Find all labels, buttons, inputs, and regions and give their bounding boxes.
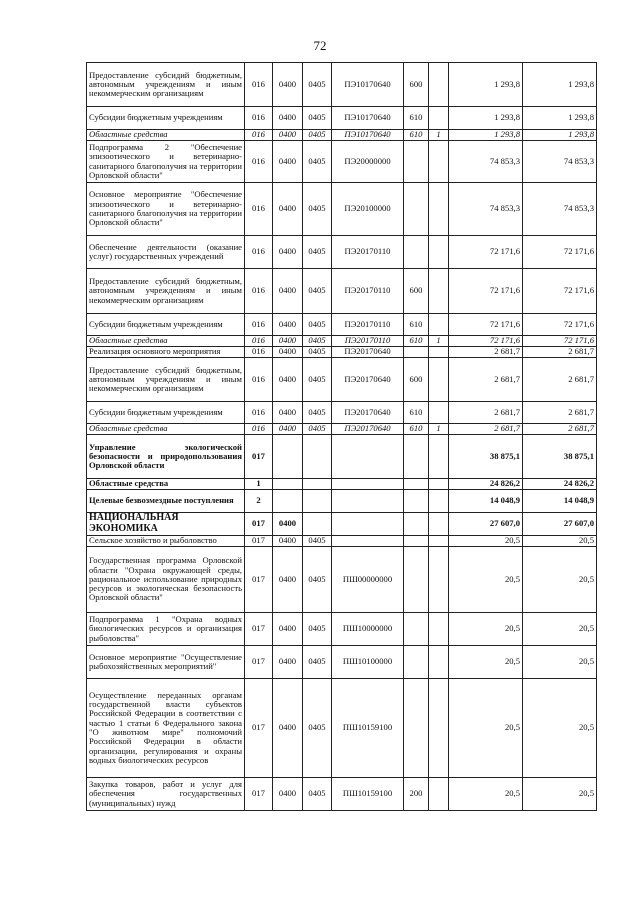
table-row: [87, 269, 597, 314]
expense-type-code: 610: [404, 314, 429, 336]
amount-year-1: 2 681,7: [449, 358, 523, 402]
amount-year-2: 72 171,6: [523, 314, 597, 336]
table-row: [87, 490, 597, 513]
section-code: [273, 479, 303, 490]
amount-year-2: 1 293,8: [523, 63, 597, 107]
amount-year-1: 20,5: [449, 679, 523, 778]
funding-source-code: [429, 236, 449, 269]
table-row: [87, 347, 597, 358]
expense-type-code: [404, 646, 429, 679]
amount-year-2: 72 171,6: [523, 336, 597, 347]
subsection-code: [303, 513, 332, 536]
expense-type-code: [404, 547, 429, 613]
subsection-code: 0405: [303, 183, 332, 236]
table-row: [87, 63, 597, 107]
section-code: 0400: [273, 183, 303, 236]
section-code: 0400: [273, 269, 303, 314]
amount-year-2: 20,5: [523, 547, 597, 613]
target-article-code: [332, 536, 404, 547]
amount-year-2: 14 048,9: [523, 490, 597, 513]
target-article-code: ПЭ20170640: [332, 424, 404, 435]
ministry-code: 016: [245, 402, 273, 424]
expense-type-code: 610: [404, 130, 429, 141]
expense-type-code: 600: [404, 63, 429, 107]
row-name: Субсидии бюджетным учреждениям: [87, 314, 245, 336]
row-name: Субсидии бюджетным учреждениям: [87, 402, 245, 424]
table-row: [87, 646, 597, 679]
subsection-code: 0405: [303, 679, 332, 778]
target-article-code: ПЭ10170640: [332, 130, 404, 141]
expense-type-code: [404, 347, 429, 358]
expense-type-code: 600: [404, 269, 429, 314]
section-code: 0400: [273, 402, 303, 424]
table-row: [87, 679, 597, 778]
target-article-code: ПЭ20170110: [332, 314, 404, 336]
table-row: [87, 402, 597, 424]
section-code: 0400: [273, 613, 303, 646]
ministry-code: 016: [245, 358, 273, 402]
funding-source-code: [429, 183, 449, 236]
row-name: Осуществление переданных органам государственной власти субъектов Российской Федерации в соответствии с частью 1 статьи 6 Федерального закона "О животном мире" полномочий Российской Федерации в области организации, регулирования и охраны водных биологических ресурсов: [87, 679, 245, 778]
row-name: Государственная программа Орловской области "Охрана окружающей среды, рациональное использование природных ресурсов и экологическая безопасность Орловской области": [87, 547, 245, 613]
section-code: [273, 435, 303, 479]
table-row: [87, 435, 597, 479]
funding-source-code: [429, 269, 449, 314]
table-row: [87, 130, 597, 141]
amount-year-1: 38 875,1: [449, 435, 523, 479]
table-row: [87, 778, 597, 811]
ministry-code: 017: [245, 613, 273, 646]
subsection-code: 0405: [303, 130, 332, 141]
target-article-code: [332, 479, 404, 490]
row-name: Закупка товаров, работ и услуг для обеспечения государственных (муниципальных) нужд: [87, 778, 245, 811]
amount-year-1: 72 171,6: [449, 314, 523, 336]
expense-type-code: [404, 141, 429, 183]
subsection-code: 0405: [303, 269, 332, 314]
table-row: [87, 479, 597, 490]
row-name: Субсидии бюджетным учреждениям: [87, 107, 245, 130]
amount-year-1: 2 681,7: [449, 402, 523, 424]
target-article-code: [332, 490, 404, 513]
target-article-code: ПШ10100000: [332, 646, 404, 679]
amount-year-2: 20,5: [523, 679, 597, 778]
section-code: 0400: [273, 130, 303, 141]
table-row: [87, 336, 597, 347]
ministry-code: 017: [245, 679, 273, 778]
amount-year-1: 20,5: [449, 646, 523, 679]
table-row: [87, 513, 597, 536]
expense-type-code: 200: [404, 778, 429, 811]
subsection-code: 0405: [303, 314, 332, 336]
section-code: 0400: [273, 347, 303, 358]
subsection-code: 0405: [303, 141, 332, 183]
expense-type-code: [404, 513, 429, 536]
section-code: 0400: [273, 778, 303, 811]
funding-source-code: [429, 679, 449, 778]
table-row: [87, 236, 597, 269]
amount-year-2: 27 607,0: [523, 513, 597, 536]
amount-year-2: 2 681,7: [523, 424, 597, 435]
amount-year-1: 1 293,8: [449, 130, 523, 141]
funding-source-code: [429, 513, 449, 536]
amount-year-2: 38 875,1: [523, 435, 597, 479]
ministry-code: 016: [245, 130, 273, 141]
target-article-code: ПЭ10170640: [332, 63, 404, 107]
amount-year-1: 27 607,0: [449, 513, 523, 536]
funding-source-code: 1: [429, 424, 449, 435]
funding-source-code: 1: [429, 130, 449, 141]
subsection-code: 0405: [303, 336, 332, 347]
amount-year-2: 2 681,7: [523, 402, 597, 424]
ministry-code: 016: [245, 183, 273, 236]
ministry-code: 017: [245, 513, 273, 536]
funding-source-code: [429, 778, 449, 811]
table-row: [87, 536, 597, 547]
section-code: 0400: [273, 358, 303, 402]
funding-source-code: [429, 347, 449, 358]
amount-year-2: 2 681,7: [523, 347, 597, 358]
amount-year-1: 2 681,7: [449, 347, 523, 358]
ministry-code: 017: [245, 536, 273, 547]
row-name: Основное мероприятие "Обеспечение эпизоотического и ветеринарно-санитарного благополучия на территории Орловской области": [87, 183, 245, 236]
amount-year-2: 72 171,6: [523, 236, 597, 269]
row-name: Сельское хозяйство и рыболовство: [87, 536, 245, 547]
row-name: Основное мероприятие "Осуществление рыбохозяйственных мероприятий": [87, 646, 245, 679]
expense-type-code: 610: [404, 336, 429, 347]
subsection-code: 0405: [303, 424, 332, 435]
amount-year-1: 24 826,2: [449, 479, 523, 490]
funding-source-code: [429, 141, 449, 183]
target-article-code: ПЭ10170640: [332, 107, 404, 130]
subsection-code: 0405: [303, 107, 332, 130]
amount-year-2: 74 853,3: [523, 141, 597, 183]
expense-type-code: [404, 613, 429, 646]
subsection-code: 0405: [303, 236, 332, 269]
funding-source-code: [429, 314, 449, 336]
amount-year-1: 1 293,8: [449, 63, 523, 107]
target-article-code: ПШ10159100: [332, 679, 404, 778]
subsection-code: 0405: [303, 547, 332, 613]
amount-year-1: 74 853,3: [449, 141, 523, 183]
amount-year-1: 72 171,6: [449, 236, 523, 269]
subsection-code: [303, 479, 332, 490]
target-article-code: ПЭ20170640: [332, 402, 404, 424]
amount-year-2: 74 853,3: [523, 183, 597, 236]
subsection-code: 0405: [303, 358, 332, 402]
section-code: 0400: [273, 547, 303, 613]
section-code: 0400: [273, 107, 303, 130]
subsection-code: 0405: [303, 347, 332, 358]
target-article-code: ПЭ20170110: [332, 236, 404, 269]
expense-type-code: 610: [404, 402, 429, 424]
subsection-code: [303, 490, 332, 513]
row-name: Целевые безвозмездные поступления: [87, 490, 245, 513]
section-code: 0400: [273, 141, 303, 183]
amount-year-1: 1 293,8: [449, 107, 523, 130]
expense-type-code: [404, 236, 429, 269]
funding-source-code: [429, 646, 449, 679]
section-code: 0400: [273, 679, 303, 778]
table-row: [87, 141, 597, 183]
amount-year-2: 2 681,7: [523, 358, 597, 402]
target-article-code: ПЭ20000000: [332, 141, 404, 183]
amount-year-1: 20,5: [449, 778, 523, 811]
ministry-code: 016: [245, 336, 273, 347]
budget-table-body: [87, 63, 597, 811]
ministry-code: 016: [245, 269, 273, 314]
ministry-code: 016: [245, 424, 273, 435]
ministry-code: 016: [245, 107, 273, 130]
target-article-code: ПЭ20170640: [332, 347, 404, 358]
row-name: Реализация основного мероприятия: [87, 347, 245, 358]
ministry-code: 016: [245, 141, 273, 183]
section-code: 0400: [273, 513, 303, 536]
ministry-code: 016: [245, 236, 273, 269]
funding-source-code: [429, 613, 449, 646]
expense-type-code: [404, 183, 429, 236]
target-article-code: ПЭ20170640: [332, 358, 404, 402]
row-name: Предоставление субсидий бюджетным, автономным учреждениям и иным некоммерческим организациям: [87, 269, 245, 314]
expense-type-code: [404, 479, 429, 490]
section-code: 0400: [273, 646, 303, 679]
ministry-code: 017: [245, 435, 273, 479]
table-row: [87, 314, 597, 336]
target-article-code: [332, 435, 404, 479]
funding-source-code: [429, 547, 449, 613]
table-row: [87, 547, 597, 613]
budget-table: [86, 62, 597, 811]
funding-source-code: 1: [429, 336, 449, 347]
row-name: Подпрограмма 1 "Охрана водных биологических ресурсов и организация рыболовства": [87, 613, 245, 646]
amount-year-2: 24 826,2: [523, 479, 597, 490]
subsection-code: 0405: [303, 613, 332, 646]
amount-year-1: 74 853,3: [449, 183, 523, 236]
table-row: [87, 358, 597, 402]
row-name: Областные средства: [87, 424, 245, 435]
row-name: Областные средства: [87, 479, 245, 490]
amount-year-1: 14 048,9: [449, 490, 523, 513]
expense-type-code: 610: [404, 107, 429, 130]
table-row: [87, 107, 597, 130]
section-code: 0400: [273, 63, 303, 107]
amount-year-1: 20,5: [449, 613, 523, 646]
table-row: [87, 424, 597, 435]
subsection-code: 0405: [303, 778, 332, 811]
section-code: 0400: [273, 424, 303, 435]
amount-year-2: 72 171,6: [523, 269, 597, 314]
ministry-code: 016: [245, 63, 273, 107]
expense-type-code: [404, 679, 429, 778]
row-name: Предоставление субсидий бюджетным, автономным учреждениям и иным некоммерческим организациям: [87, 63, 245, 107]
subsection-code: [303, 435, 332, 479]
expense-type-code: 610: [404, 424, 429, 435]
row-name: Обеспечение деятельности (оказание услуг) государственных учреждений: [87, 236, 245, 269]
section-code: 0400: [273, 236, 303, 269]
row-name: Подпрограмма 2 "Обеспечение эпизоотического и ветеринарно-санитарного благополучия на территории Орловской области": [87, 141, 245, 183]
funding-source-code: [429, 536, 449, 547]
page-number: 72: [313, 38, 327, 53]
section-code: [273, 490, 303, 513]
row-name: НАЦИОНАЛЬНАЯ ЭКОНОМИКА: [87, 513, 245, 536]
target-article-code: ПШ10159100: [332, 778, 404, 811]
amount-year-2: 20,5: [523, 536, 597, 547]
amount-year-1: 20,5: [449, 536, 523, 547]
target-article-code: ПЭ20170110: [332, 269, 404, 314]
subsection-code: 0405: [303, 646, 332, 679]
amount-year-2: 1 293,8: [523, 107, 597, 130]
subsection-code: 0405: [303, 63, 332, 107]
row-name: Областные средства: [87, 336, 245, 347]
subsection-code: 0405: [303, 402, 332, 424]
ministry-code: 017: [245, 778, 273, 811]
table-row: [87, 613, 597, 646]
amount-year-1: 2 681,7: [449, 424, 523, 435]
table-row: [87, 183, 597, 236]
amount-year-2: 20,5: [523, 778, 597, 811]
amount-year-1: 72 171,6: [449, 269, 523, 314]
section-code: 0400: [273, 536, 303, 547]
section-code: 0400: [273, 336, 303, 347]
amount-year-1: 20,5: [449, 547, 523, 613]
funding-source-code: [429, 402, 449, 424]
funding-source-code: [429, 479, 449, 490]
section-code: 0400: [273, 314, 303, 336]
amount-year-2: 20,5: [523, 646, 597, 679]
ministry-code: 1: [245, 479, 273, 490]
ministry-code: 017: [245, 547, 273, 613]
ministry-code: 017: [245, 646, 273, 679]
amount-year-2: 20,5: [523, 613, 597, 646]
subsection-code: 0405: [303, 536, 332, 547]
expense-type-code: 600: [404, 358, 429, 402]
target-article-code: ПШ00000000: [332, 547, 404, 613]
ministry-code: 2: [245, 490, 273, 513]
target-article-code: ПЭ20100000: [332, 183, 404, 236]
target-article-code: ПЭ20170110: [332, 336, 404, 347]
expense-type-code: [404, 536, 429, 547]
expense-type-code: [404, 435, 429, 479]
funding-source-code: [429, 107, 449, 130]
amount-year-1: 72 171,6: [449, 336, 523, 347]
ministry-code: 016: [245, 314, 273, 336]
ministry-code: 016: [245, 347, 273, 358]
row-name: Предоставление субсидий бюджетным, автономным учреждениям и иным некоммерческим организациям: [87, 358, 245, 402]
target-article-code: [332, 513, 404, 536]
amount-year-2: 1 293,8: [523, 130, 597, 141]
expense-type-code: [404, 490, 429, 513]
funding-source-code: [429, 435, 449, 479]
funding-source-code: [429, 63, 449, 107]
funding-source-code: [429, 358, 449, 402]
row-name: Областные средства: [87, 130, 245, 141]
row-name: Управление экологической безопасности и природопользования Орловской области: [87, 435, 245, 479]
funding-source-code: [429, 490, 449, 513]
target-article-code: ПШ10000000: [332, 613, 404, 646]
